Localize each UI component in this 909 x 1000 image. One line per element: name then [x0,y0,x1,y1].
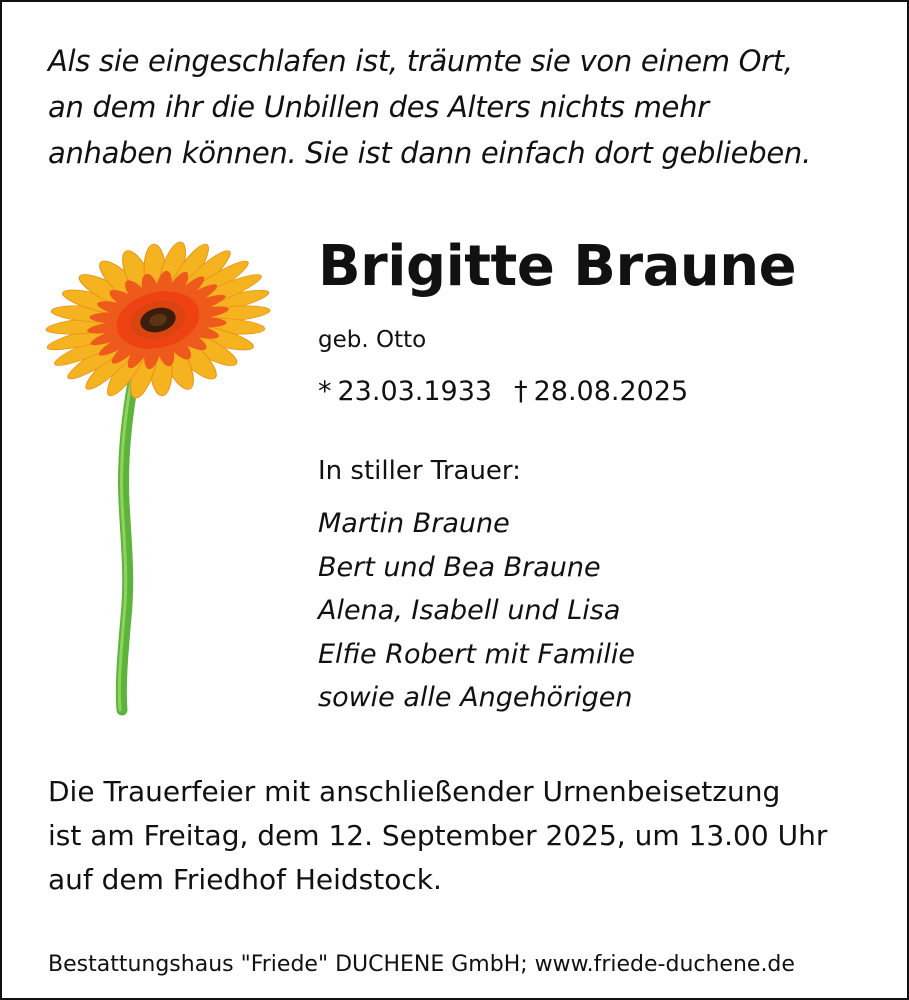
flower-head [40,232,280,421]
mourning-label: In stiller Trauer: [318,456,521,486]
mourner-name: Bert und Bea Braune [318,551,601,583]
mourner-name: Martin Braune [318,508,510,539]
gerbera-flower-icon [40,232,280,716]
ceremony-line: auf dem Friedhof Heidstock. [48,863,442,896]
ceremony-line: Die Trauerfeier mit anschließender Urnenbeisetzung [48,775,781,808]
mourner-name: Alena, Isabell und Lisa [318,595,621,626]
ceremony-info [48,770,888,902]
cross-icon: † [514,376,528,407]
mourner-name: Elfie Robert mit Familie [318,638,635,670]
ceremony-line: ist am Freitag, dem 12. September 2025, um 13.00 Uhr [48,819,828,852]
quote-line: anhaben können. Sie ist dann einfach dort geblieben. [48,136,811,170]
quote-line: Als sie eingeschlafen ist, träumte sie von einem Ort, [48,44,793,78]
maiden-name: geb. Otto [318,327,427,353]
funeral-home-footer: Bestattungshaus "Friede" DUCHENE GmbH; www.friede-duchene.de [48,952,795,977]
quote-line: an dem ihr die Unbillen des Alters nichts mehr [48,90,709,124]
flower-stem [119,382,133,710]
birth-symbol: * [318,376,332,407]
deceased-name: Brigitte Braune [318,234,797,299]
death-date: 28.08.2025 [533,376,689,407]
mourner-name: sowie alle Angehörigen [318,682,633,713]
birth-date: 23.03.1933 [337,376,493,407]
memorial-quote [48,38,868,176]
life-dates [318,373,688,411]
mourners-list [318,502,635,720]
